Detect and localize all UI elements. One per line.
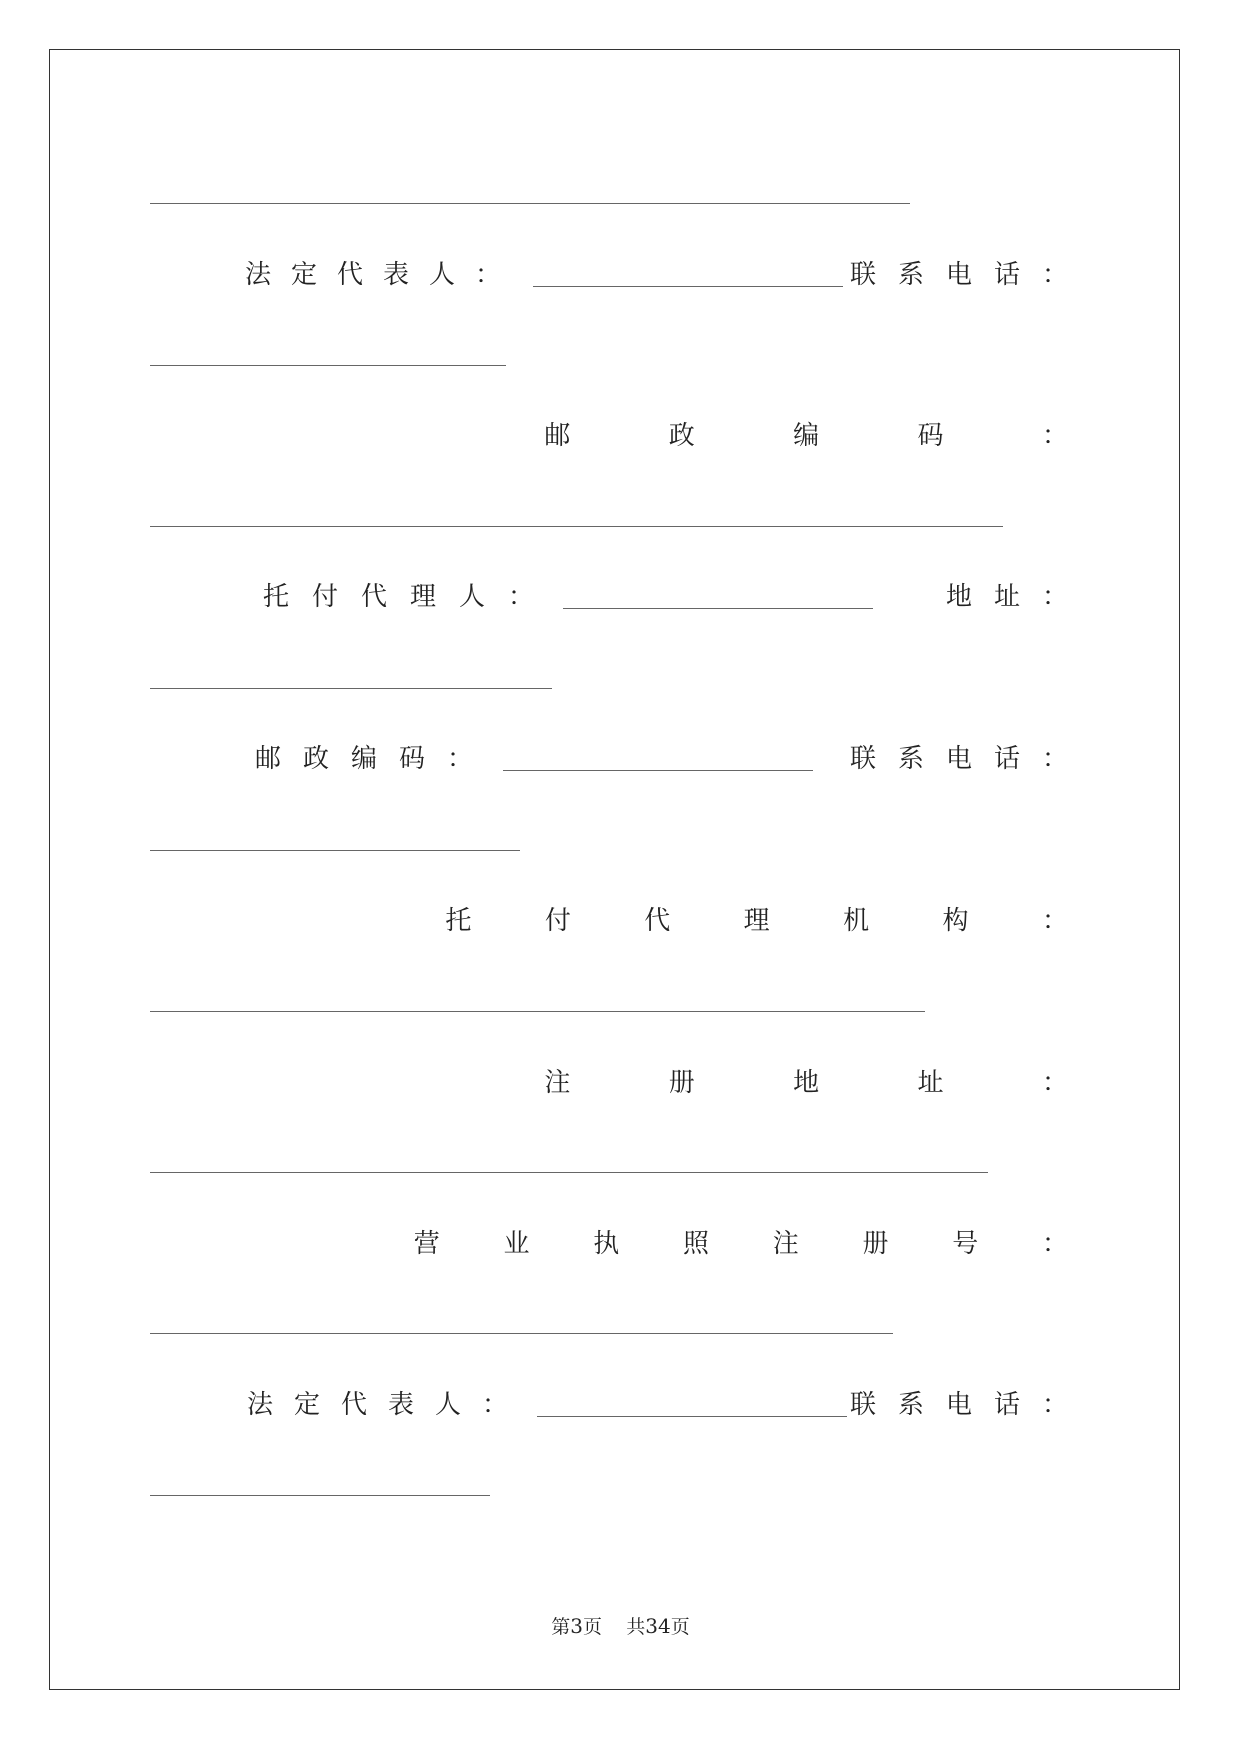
postcode-row xyxy=(150,413,1068,453)
legal-rep-label-2: 法定代表人： xyxy=(247,1389,530,1420)
license-char: 照 xyxy=(682,1228,709,1259)
blank-line xyxy=(150,1172,988,1173)
reg-address-char: 地 xyxy=(793,1067,820,1098)
agent-blank xyxy=(563,608,873,609)
license-char: 号 xyxy=(952,1228,979,1259)
license-char: 营 xyxy=(413,1228,440,1259)
agent-label: 托付代理人： xyxy=(263,581,558,612)
agency-colon: ： xyxy=(1041,905,1068,936)
agent-postcode-row xyxy=(150,736,1090,776)
blank-line xyxy=(150,688,552,689)
agent-row xyxy=(150,574,1090,614)
agency-char: 托 xyxy=(445,905,472,936)
reg-address-row xyxy=(150,1060,1068,1100)
license-colon: ： xyxy=(1041,1228,1068,1259)
postcode-char: 政 xyxy=(668,420,695,451)
license-row xyxy=(150,1221,1068,1261)
page-prefix: 第 xyxy=(551,1616,571,1638)
postcode-colon: ： xyxy=(1041,420,1068,451)
reg-address-char: 册 xyxy=(668,1067,695,1098)
agent-postcode-blank xyxy=(503,770,813,771)
address-label: 地址： xyxy=(945,581,1090,612)
total-pages: 34 xyxy=(645,1614,671,1638)
agency-char: 理 xyxy=(743,905,770,936)
agency-char: 代 xyxy=(644,905,671,936)
agent-postcode-label: 邮政编码： xyxy=(255,743,496,774)
total-prefix: 共 xyxy=(626,1616,646,1638)
license-char: 册 xyxy=(862,1228,889,1259)
reg-address-colon: ： xyxy=(1041,1067,1068,1098)
blank-line xyxy=(150,365,506,366)
blank-line xyxy=(150,1495,490,1496)
legal-rep-label: 法定代表人： xyxy=(245,259,522,290)
phone-label-2: 联系电话： xyxy=(849,1389,1090,1420)
blank-line xyxy=(150,203,910,204)
phone-label: 联系电话： xyxy=(849,259,1090,290)
blank-line xyxy=(150,1011,925,1012)
reg-address-char: 注 xyxy=(544,1067,571,1098)
legal-rep-blank-2 xyxy=(537,1416,847,1417)
legal-rep-row-2 xyxy=(150,1382,1090,1422)
page-border xyxy=(49,49,1180,1690)
agency-char: 构 xyxy=(942,905,969,936)
reg-address-char: 址 xyxy=(917,1067,944,1098)
license-char: 注 xyxy=(772,1228,799,1259)
page-footer xyxy=(0,1612,1241,1639)
legal-rep-blank xyxy=(533,286,843,287)
page-number: 3 xyxy=(570,1614,584,1638)
agent-phone-label: 联系电话： xyxy=(849,743,1090,774)
blank-line xyxy=(150,850,520,851)
agency-char: 机 xyxy=(843,905,870,936)
blank-line xyxy=(150,526,1003,527)
license-char: 业 xyxy=(503,1228,530,1259)
agency-char: 付 xyxy=(544,905,571,936)
legal-rep-row xyxy=(150,252,1090,292)
total-suffix: 页 xyxy=(670,1616,690,1638)
postcode-char: 邮 xyxy=(544,420,571,451)
postcode-char: 编 xyxy=(793,420,820,451)
blank-line xyxy=(150,1333,893,1334)
agency-row xyxy=(150,898,1068,938)
license-char: 执 xyxy=(593,1228,620,1259)
postcode-char: 码 xyxy=(917,420,944,451)
page-suffix: 页 xyxy=(583,1616,603,1638)
